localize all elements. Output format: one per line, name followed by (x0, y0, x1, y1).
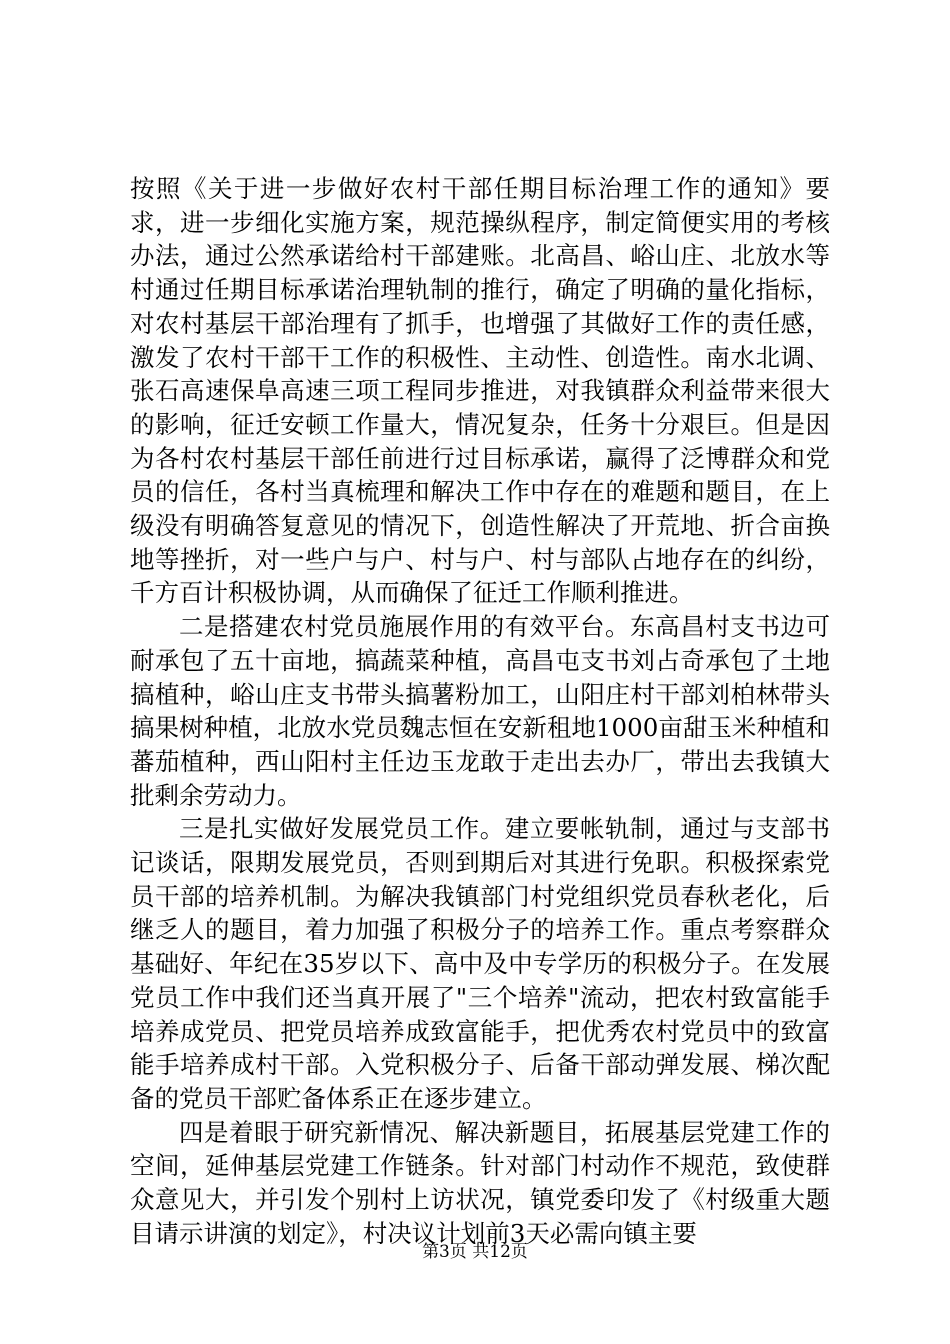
paragraph-new-situations: 四是着眼于研究新情况、解决新题目，拓展基层党建工作的空间，延伸基层党建工作链条。针对部门村动作不规范，致使群众意见大，并引发个别村上访状况，镇党委印发了《村级重大题目请示讲演的划定》，村决议计划前3天必需向镇主要 (130, 1117, 830, 1248)
paragraph-continuation: 按照《关于进一步做好农村干部任期目标治理工作的通知》要求，进一步细化实施方案，规范操纵程序，制定简便实用的考核办法，通过公然承诺给村干部建账。北高昌、峪山庄、北放水等村通过任期目标承诺治理轨制的推行，确定了明确的量化指标，对农村基层干部治理有了抓手，也增强了其做好工作的责任感，激发了农村干部干工作的积极性、主动性、创造性。南水北调、张石高速保阜高速三项工程同步推进，对我镇群众利益带来很大的影响，征迁安顿工作量大，情况复杂，任务十分艰巨。但是因为各村农村基层干部任前进行过目标承诺，赢得了泛博群众和党员的信任，各村当真梳理和解决工作中存在的难题和题目，在上级没有明确答复意见的情况下，创造性解决了开荒地、折合亩换地等挫折，对一些户与户、村与户、村与部队占地存在的纠纷，千方百计积极协调，从而确保了征迁工作顺利推进。 (130, 174, 830, 608)
paragraph-party-member-platform: 二是搭建农村党员施展作用的有效平台。东高昌村支书边可耐承包了五十亩地，搞蔬菜种植，高昌屯支书刘占奇承包了土地搞植种，峪山庄支书带头搞薯粉加工，山阳庄村干部刘柏林带头搞果树种植，北放水党员魏志恒在安新租地1000亩甜玉米种植和蕃茄植种，西山阳村主任边玉龙敢于走出去办厂，带出去我镇大批剩余劳动力。 (130, 612, 830, 810)
body-text (130, 172, 830, 1251)
paragraph-develop-party-members: 三是扎实做好发展党员工作。建立要帐轨制，通过与支部书记谈话，限期发展党员，否则到期后对其进行免职。积极探索党员干部的培养机制。为解决我镇部门村党组织党员春秋老化，后继乏人的题目，着力加强了积极分子的培养工作。重点考察群众基础好、年纪在35岁以下、高中及中专学历的积极分子。在发展党员工作中我们还当真开展了"三个培养"流动，把农村致富能手培养成党员、把党员培养成致富能手，把优秀农村党员中的致富能手培养成村干部。入党积极分子、后备干部动弹发展、梯次配备的党员干部贮备体系正在逐步建立。 (130, 814, 830, 1113)
page-number-footer: 第3页 共12页 (422, 1242, 528, 1262)
